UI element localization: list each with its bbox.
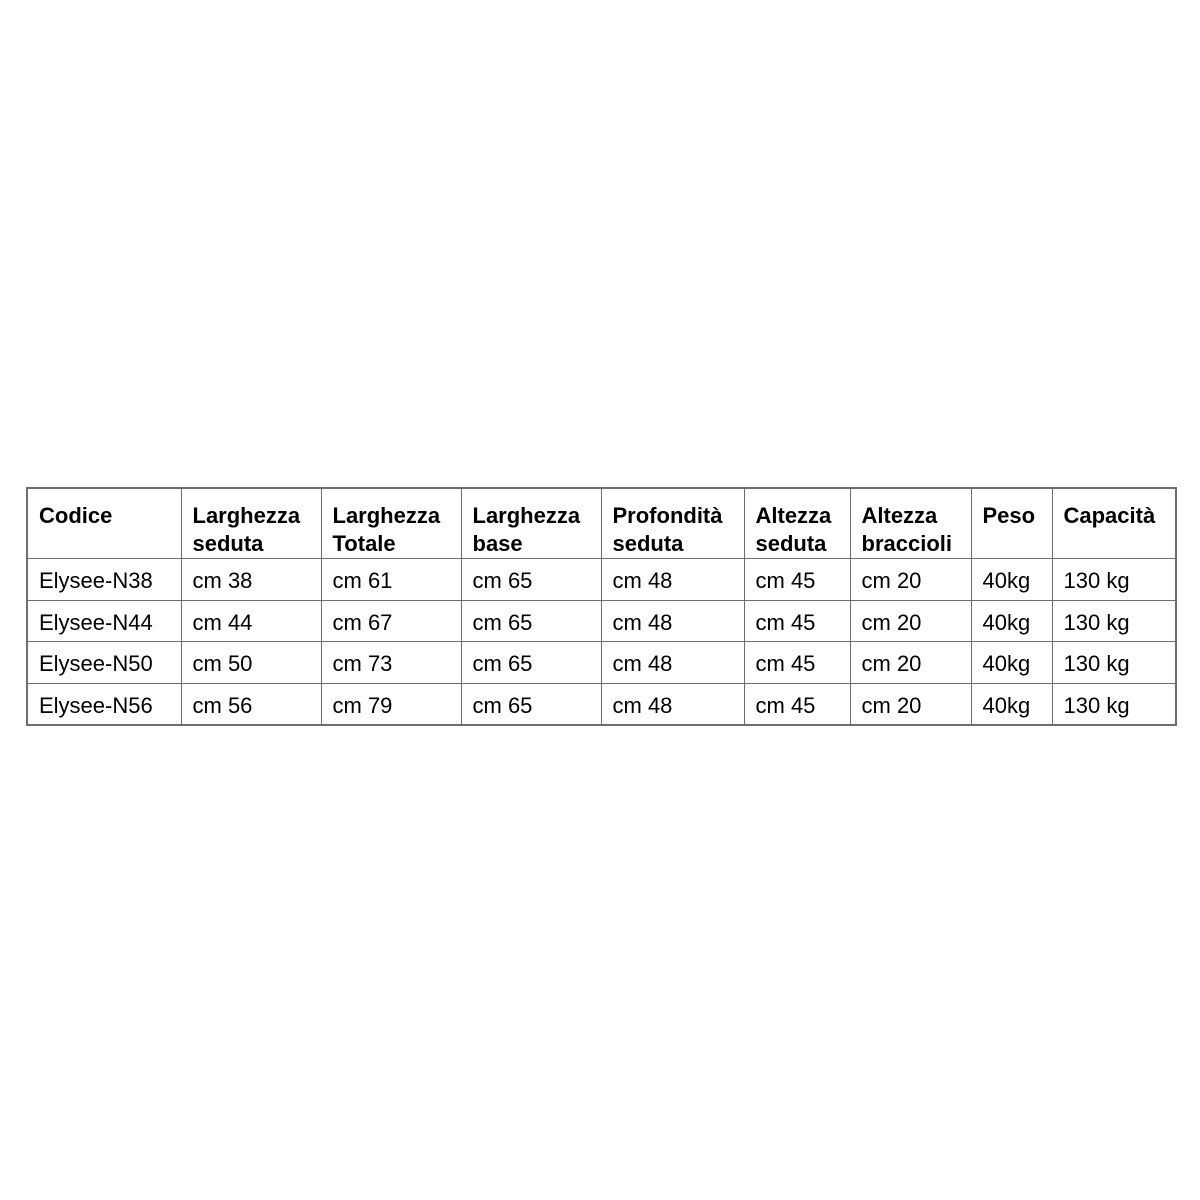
header-larghezza-seduta: Larghezza seduta — [181, 488, 321, 559]
cell-profondita-seduta: cm 48 — [601, 683, 744, 725]
header-altezza-seduta: Altezza seduta — [744, 488, 850, 559]
cell-altezza-seduta: cm 45 — [744, 600, 850, 642]
cell-peso: 40kg — [971, 559, 1052, 601]
cell-altezza-braccioli: cm 20 — [850, 642, 971, 684]
cell-profondita-seduta: cm 48 — [601, 600, 744, 642]
table-row — [27, 600, 1176, 642]
header-capacita: Capacità — [1052, 488, 1176, 559]
cell-larghezza-base: cm 65 — [461, 683, 601, 725]
cell-capacita: 130 kg — [1052, 600, 1176, 642]
cell-larghezza-base: cm 65 — [461, 559, 601, 601]
cell-profondita-seduta: cm 48 — [601, 642, 744, 684]
cell-larghezza-totale: cm 79 — [321, 683, 461, 725]
cell-larghezza-totale: cm 67 — [321, 600, 461, 642]
cell-altezza-braccioli: cm 20 — [850, 683, 971, 725]
table-row — [27, 683, 1176, 725]
cell-larghezza-seduta: cm 50 — [181, 642, 321, 684]
specification-table — [26, 487, 1177, 726]
cell-altezza-seduta: cm 45 — [744, 642, 850, 684]
cell-profondita-seduta: cm 48 — [601, 559, 744, 601]
cell-altezza-seduta: cm 45 — [744, 559, 850, 601]
header-peso: Peso — [971, 488, 1052, 559]
cell-larghezza-seduta: cm 38 — [181, 559, 321, 601]
cell-altezza-braccioli: cm 20 — [850, 600, 971, 642]
cell-codice: Elysee-N44 — [27, 600, 181, 642]
cell-larghezza-base: cm 65 — [461, 600, 601, 642]
cell-larghezza-base: cm 65 — [461, 642, 601, 684]
cell-peso: 40kg — [971, 683, 1052, 725]
header-altezza-braccioli: Altezza braccioli — [850, 488, 971, 559]
cell-larghezza-totale: cm 61 — [321, 559, 461, 601]
table-header-row — [27, 488, 1176, 559]
header-larghezza-base: Larghezza base — [461, 488, 601, 559]
cell-altezza-seduta: cm 45 — [744, 683, 850, 725]
table-row — [27, 559, 1176, 601]
cell-altezza-braccioli: cm 20 — [850, 559, 971, 601]
cell-larghezza-seduta: cm 56 — [181, 683, 321, 725]
table-row — [27, 642, 1176, 684]
header-profondita-seduta: Profondità seduta — [601, 488, 744, 559]
header-larghezza-totale: Larghezza Totale — [321, 488, 461, 559]
cell-capacita: 130 kg — [1052, 642, 1176, 684]
cell-larghezza-seduta: cm 44 — [181, 600, 321, 642]
cell-peso: 40kg — [971, 642, 1052, 684]
cell-capacita: 130 kg — [1052, 683, 1176, 725]
cell-codice: Elysee-N38 — [27, 559, 181, 601]
cell-peso: 40kg — [971, 600, 1052, 642]
cell-larghezza-totale: cm 73 — [321, 642, 461, 684]
cell-codice: Elysee-N56 — [27, 683, 181, 725]
cell-codice: Elysee-N50 — [27, 642, 181, 684]
header-codice: Codice — [27, 488, 181, 559]
cell-capacita: 130 kg — [1052, 559, 1176, 601]
